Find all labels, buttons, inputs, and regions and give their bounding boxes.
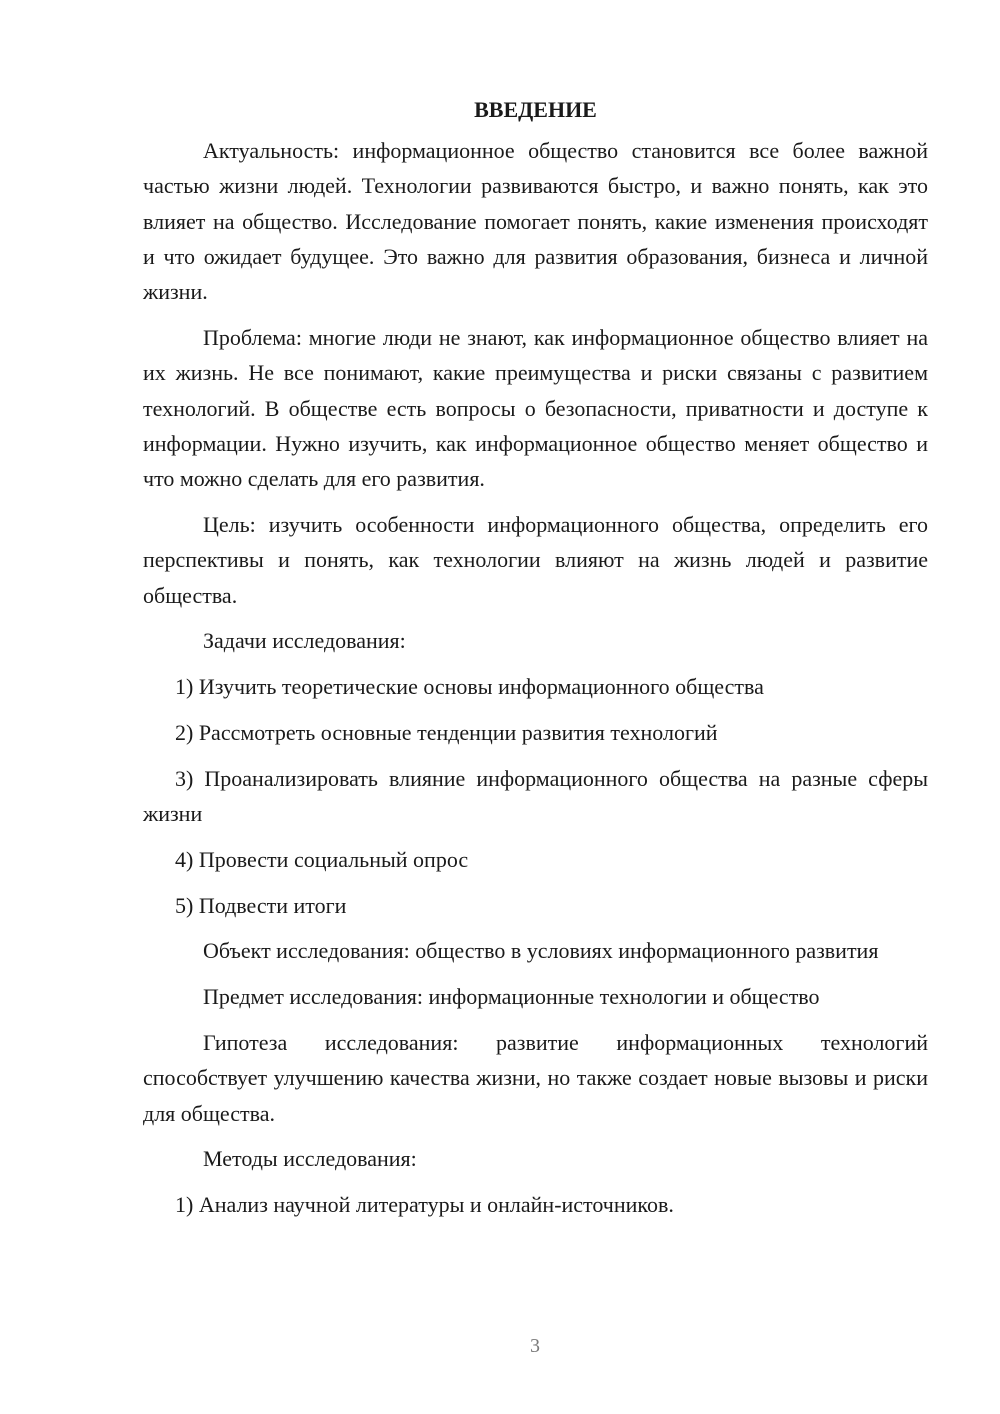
paragraph-subject: Предмет исследования: информационные технологии и общество [203,984,820,1010]
tasks-heading: Задачи исследования: [203,628,406,654]
paragraph-goal: Цель: изучить особенности информационного общества, определить его перспективы и понять, как технологии влияют на жизнь людей и развитие общества. [143,511,928,608]
paragraph-object: Объект исследования: общество в условиях информационного развития [203,938,879,964]
paragraph-problem: Проблема: многие люди не знают, как информационное общество влияет на их жизнь. Не все понимают, какие преимущества и риски связаны с развитием технологий. В обществе есть вопросы о безопасности, приватности и доступе к информации. Нужно изучить, как информационное общество меняет общество и что можно сделать для его развития. [143,324,928,492]
task-item-1: 1) Изучить теоретические основы информационного общества [175,674,764,700]
paragraph-hypothesis: Гипотеза исследования: развитие информационных технологий способствует улучшению качества жизни, но также создает новые вызовы и риски для общества. [143,1030,928,1126]
methods-heading: Методы исследования: [203,1146,417,1172]
method-item-1: 1) Анализ научной литературы и онлайн-источников. [175,1192,674,1218]
task-item-4: 4) Провести социальный опрос [175,846,469,872]
page-number: 3 [530,1335,540,1357]
page-title: ВВЕДЕНИЕ [474,97,597,122]
task-item-5: 5) Подвести итоги [175,892,347,918]
paragraph-relevance: Актуальность: информационное общество становится все более важной частью жизни людей. Технологии развиваются быстро, и важно понять, как это влияет на общество. Исследование помогает понять, какие изменения происходят и что ожидает будущее. Это важно для развития образования, бизнеса и личной жизни. [143,138,928,305]
task-item-2: 2) Рассмотреть основные тенденции развития технологий [175,719,718,745]
task-item-3: 3) Проанализировать влияние информационного общества на разные сферы жизни [143,765,928,827]
page-content [143,92,928,1223]
